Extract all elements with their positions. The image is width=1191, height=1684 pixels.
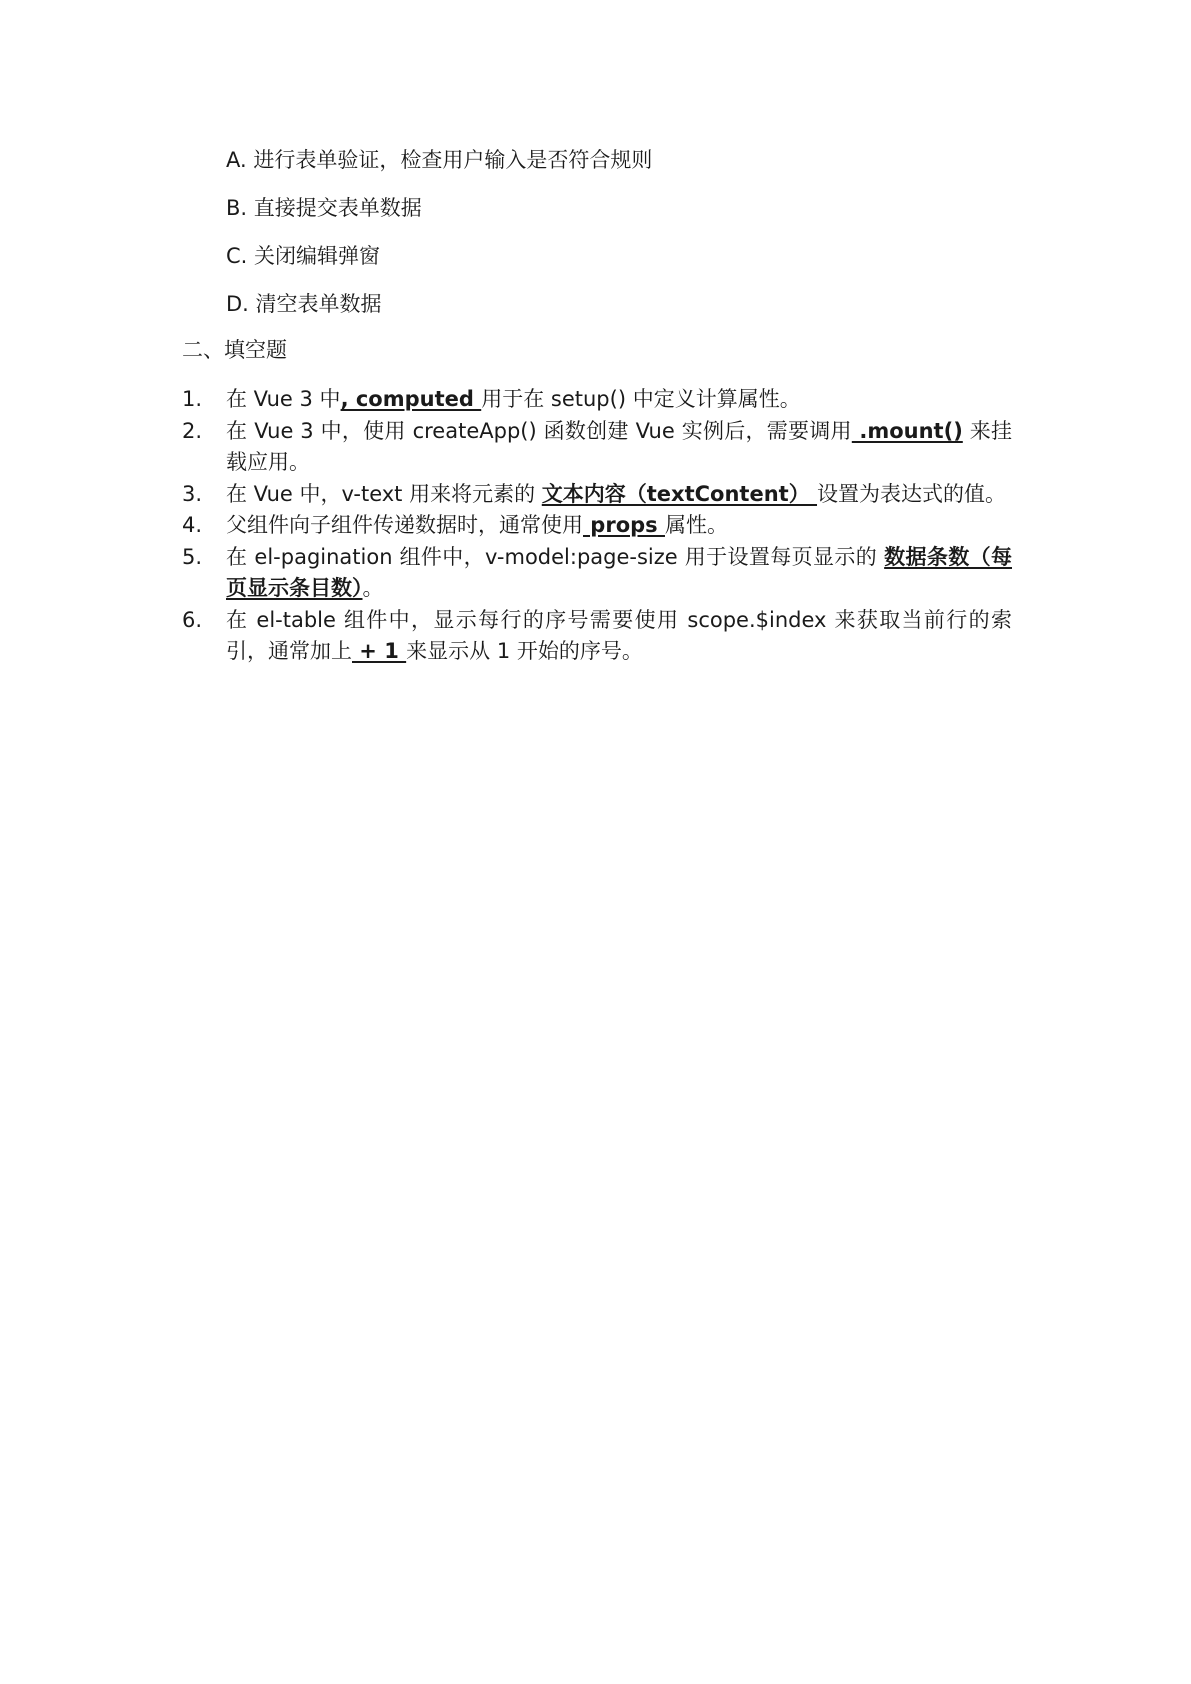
question-item	[182, 605, 1012, 668]
answer-blank: , computed	[340, 387, 482, 411]
question-number: 2.	[182, 418, 203, 443]
option-letter: C.	[226, 244, 248, 268]
question-item	[182, 416, 1012, 479]
answer-blank: 文本内容（textContent）	[541, 481, 818, 506]
question-text: 在 el-pagination 组件中，v-model:page-size 用于设置每页显示的 数据条数（每页显示条目数）。	[226, 544, 1012, 600]
option-letter: A.	[226, 148, 247, 172]
question-text: 父组件向子组件传递数据时，通常使用 props 属性。	[226, 513, 728, 537]
option-c	[226, 242, 380, 270]
answer-blank: .mount()	[851, 418, 963, 443]
section-heading: 二、填空题	[182, 338, 287, 362]
question-number: 4.	[182, 513, 203, 537]
question-number: 6.	[182, 607, 203, 632]
option-text: 关闭编辑弹窗	[254, 244, 381, 268]
option-letter: B.	[226, 196, 248, 220]
option-text: 清空表单数据	[255, 292, 382, 316]
answer-blank: 数据条数（每页显示条目数）	[226, 544, 1012, 600]
question-text: 在 Vue 3 中, computed 用于在 setup() 中定义计算属性。	[226, 387, 801, 411]
question-number: 1.	[182, 387, 203, 411]
answer-blank: + 1	[352, 639, 407, 663]
option-d	[226, 290, 382, 318]
question-list	[182, 384, 1012, 668]
option-a	[226, 146, 652, 174]
question-item	[182, 510, 1012, 542]
question-text: 在 el-table 组件中，显示每行的序号需要使用 scope.$index 来获取当前行的索引，通常加上 + 1 来显示从 1 开始的序号。	[226, 607, 1012, 663]
question-item	[182, 542, 1012, 605]
option-b	[226, 194, 422, 222]
option-text: 直接提交表单数据	[253, 196, 422, 220]
question-number: 3.	[182, 481, 203, 506]
question-item	[182, 384, 1012, 416]
option-letter: D.	[226, 292, 249, 316]
question-text: 在 Vue 3 中，使用 createApp() 函数创建 Vue 实例后，需要调用 .mount() 来挂载应用。	[226, 418, 1012, 474]
question-number: 5.	[182, 544, 203, 569]
option-text: 进行表单验证，检查用户输入是否符合规则	[253, 148, 653, 172]
answer-blank: props	[583, 513, 665, 537]
question-item	[182, 479, 1012, 511]
question-text: 在 Vue 中，v-text 用来将元素的 文本内容（textContent） 设置为表达式的值。	[226, 481, 1007, 506]
